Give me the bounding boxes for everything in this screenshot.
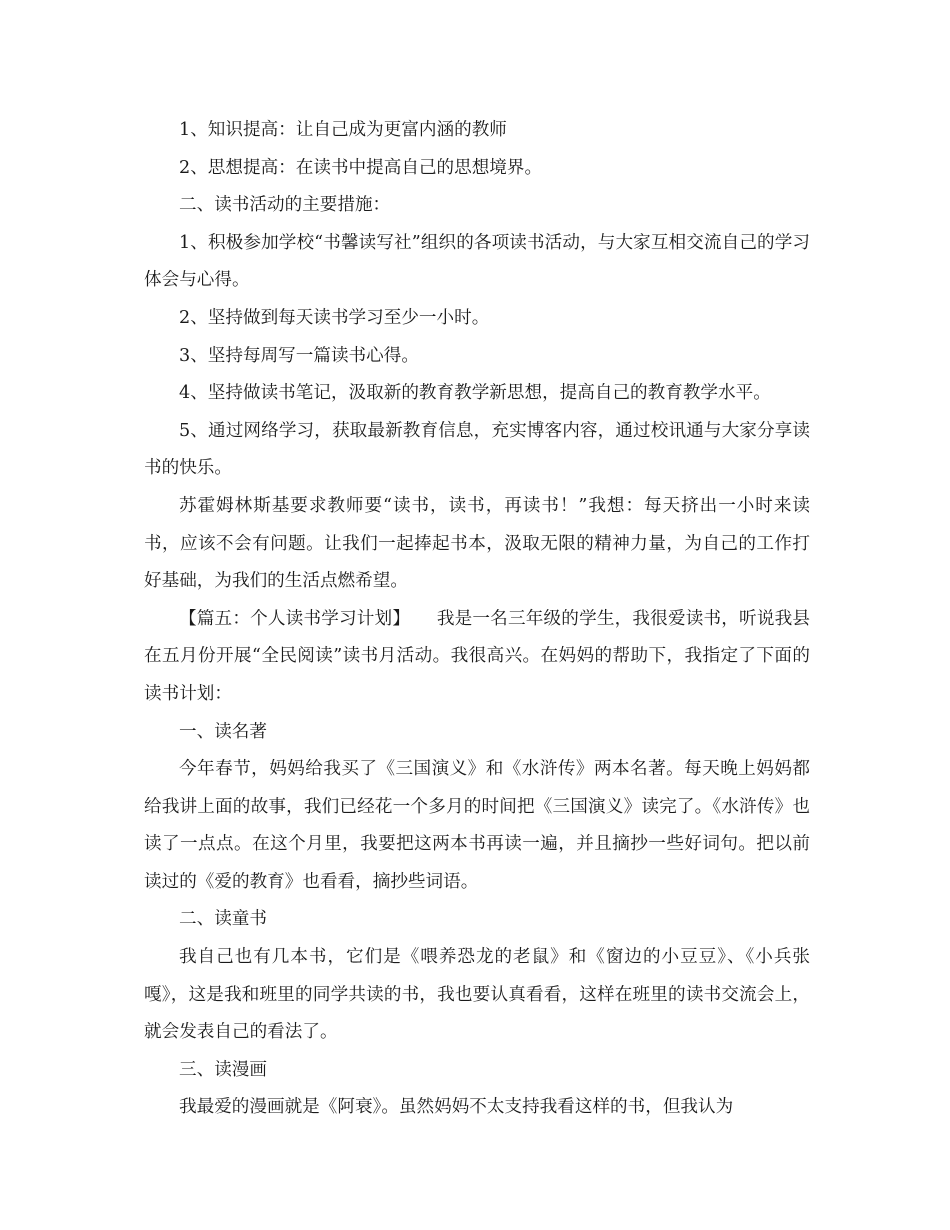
document-body [144, 112, 810, 1127]
section-heading-classics: 一、读名著 [179, 721, 267, 742]
paragraph-conclusion: 苏霍姆林斯基要求教师要“读书，读书，再读书！”我想：每天挤出一小时来读书，应该不会有问题。让我们一起捧起书本，汲取无限的精神力量，为自己的工作打好基础，为我们的生活点燃希望。 [144, 495, 810, 592]
section-heading-measures: 二、读书活动的主要措施： [179, 195, 391, 216]
paragraph-measure-4: 4、坚持做读书笔记，汲取新的教育教学新思想，提高自己的教育教学水平。 [179, 383, 771, 404]
paragraph-measure-1: 1、积极参加学校“书馨读写社”组织的各项读书活动，与大家互相交流自己的学习体会与心得。 [144, 232, 810, 291]
paragraph-measure-2: 2、坚持做到每天读书学习至少一小时。 [179, 307, 490, 328]
paragraph-chapter-five-intro: 【篇五：个人读书学习计划】 我是一名三年级的学生，我很爱读书，听说我县在五月份开展“全民阅读”读书月活动。我很高兴。在妈妈的帮助下，我指定了下面的读书计划： [144, 608, 810, 704]
paragraph-goal-1: 1、知识提高：让自己成为更富内涵的教师 [179, 120, 507, 140]
paragraph-childrens-books: 我自己也有几本书，它们是《喂养恐龙的老鼠》和《窗边的小豆豆》、《小兵张嘎》，这是我和班里的同学共读的书，我也要认真看看，这样在班里的读书交流会上，就会发表自己的看法了。 [144, 947, 810, 1043]
section-heading-comics: 三、读漫画 [179, 1059, 267, 1080]
paragraph-measure-5: 5、通过网络学习，获取最新教育信息，充实博客内容，通过校讯通与大家分享读书的快乐。 [144, 420, 810, 479]
section-heading-childrens-books: 二、读童书 [179, 909, 267, 930]
paragraph-measure-3: 3、坚持每周写一篇读书心得。 [179, 345, 419, 366]
paragraph-classics: 今年春节，妈妈给我买了《三国演义》和《水浒传》两本名著。每天晚上妈妈都给我讲上面的故事，我们已经花一个多月的时间把《三国演义》读完了。《水浒传》也读了一点点。在这个月里，我要把这两本书再读一遍，并且摘抄一些好词句。把以前读过的《爱的教育》也看看，摘抄些词语。 [144, 759, 810, 892]
paragraph-comics: 我最爱的漫画就是《阿衰》。虽然妈妈不太支持我看这样的书，但我认为 [179, 1097, 734, 1118]
paragraph-goal-2: 2、思想提高：在读书中提高自己的思想境界。 [179, 157, 543, 178]
